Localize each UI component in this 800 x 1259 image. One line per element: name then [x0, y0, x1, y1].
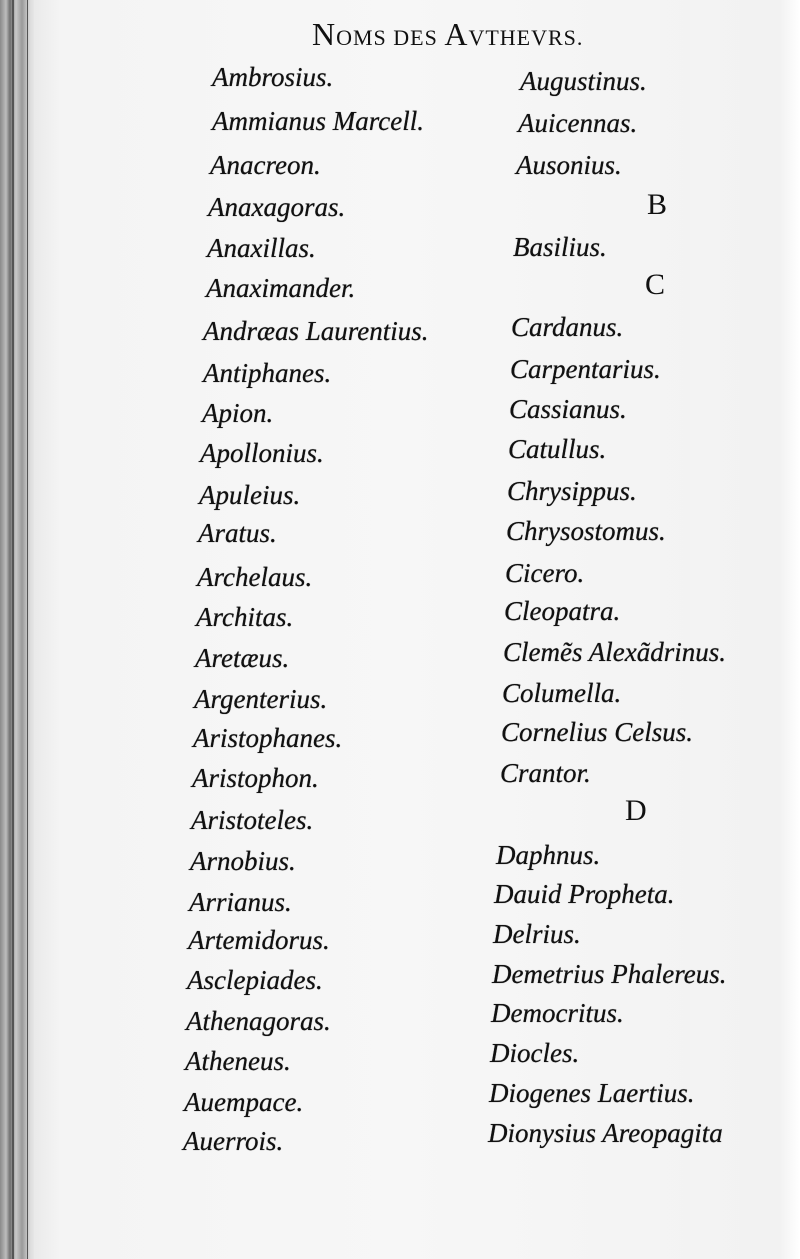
binding-edge	[27, 0, 28, 1259]
right-entry: Chrysostomus.	[506, 516, 666, 546]
right-entry: Carpentarius.	[510, 354, 661, 384]
left-entry: Aratus.	[198, 518, 277, 548]
right-entry: Dionysius Areopagita	[488, 1118, 723, 1148]
right-entry: Columella.	[502, 678, 622, 708]
right-entry: Diocles.	[490, 1038, 580, 1068]
left-entry: Arnobius.	[190, 846, 296, 876]
left-entry: Aristophanes.	[193, 723, 343, 753]
right-entry: Dauid Propheta.	[494, 879, 675, 909]
left-entry: Archelaus.	[197, 562, 313, 592]
right-entry: Crantor.	[500, 758, 591, 788]
left-entry: Andræas Laurentius.	[203, 316, 429, 346]
right-entry: Ausonius.	[516, 150, 622, 180]
left-entry: Ambrosius.	[212, 62, 334, 92]
book-binding	[0, 0, 34, 1259]
left-entry: Ammianus Marcell.	[212, 106, 424, 136]
left-entry: Architas.	[196, 602, 294, 632]
left-entry: Arrianus.	[189, 887, 292, 917]
right-entry: Democritus.	[491, 998, 624, 1028]
left-entry: Athenagoras.	[186, 1006, 331, 1036]
left-entry: Apuleius.	[199, 480, 301, 510]
right-entry: Augustinus.	[520, 66, 647, 96]
right-entry: Cleopatra.	[504, 596, 621, 626]
left-entry: Apollonius.	[200, 438, 324, 468]
right-entry: Daphnus.	[496, 840, 601, 870]
right-entry: Basilius.	[513, 232, 607, 262]
left-entry: Atheneus.	[185, 1046, 291, 1076]
left-entry: Anaxagoras.	[208, 192, 346, 222]
page-header	[312, 16, 583, 53]
left-entry: Auempace.	[184, 1087, 304, 1117]
section-letter-d: D	[625, 794, 647, 827]
left-entry: Asclepiades.	[187, 965, 323, 995]
right-entry: Demetrius Phalereus.	[492, 959, 727, 989]
left-entry: Anacreon.	[210, 150, 321, 180]
section-letter-b: B	[647, 188, 668, 221]
left-entry: Aretæus.	[195, 643, 290, 673]
left-entry: Anaxillas.	[207, 233, 316, 263]
left-entry: Argenterius.	[194, 684, 328, 714]
header-rest-1: OMS DES	[336, 25, 445, 50]
left-entry: Apion.	[202, 398, 274, 428]
right-entry: Cassianus.	[509, 394, 627, 424]
left-entry: Aristoteles.	[191, 805, 314, 835]
left-entry: Anaximander.	[206, 273, 356, 303]
right-entry: Cicero.	[505, 558, 585, 588]
section-letter-c: C	[645, 268, 666, 301]
right-entry: Chrysippus.	[507, 476, 637, 506]
header-cap-n: N	[312, 16, 337, 52]
binding-edge	[12, 0, 14, 1259]
header-rest-2: VTHEVRS.	[468, 25, 584, 50]
left-entry: Artemidorus.	[188, 925, 330, 955]
left-entry: Antiphanes.	[203, 358, 332, 388]
header-cap-a: A	[444, 16, 469, 52]
right-entry: Auicennas.	[518, 108, 638, 138]
right-entry: Cornelius Celsus.	[501, 717, 694, 747]
right-entry: Clemẽs Alexãdrinus.	[503, 637, 726, 667]
right-entry: Cardanus.	[511, 312, 624, 342]
left-entry: Auerrois.	[183, 1126, 284, 1156]
right-entry: Catullus.	[508, 434, 607, 464]
right-entry: Diogenes Laertius.	[489, 1078, 695, 1108]
right-entry: Delrius.	[493, 919, 581, 949]
left-entry: Aristophon.	[192, 763, 319, 793]
